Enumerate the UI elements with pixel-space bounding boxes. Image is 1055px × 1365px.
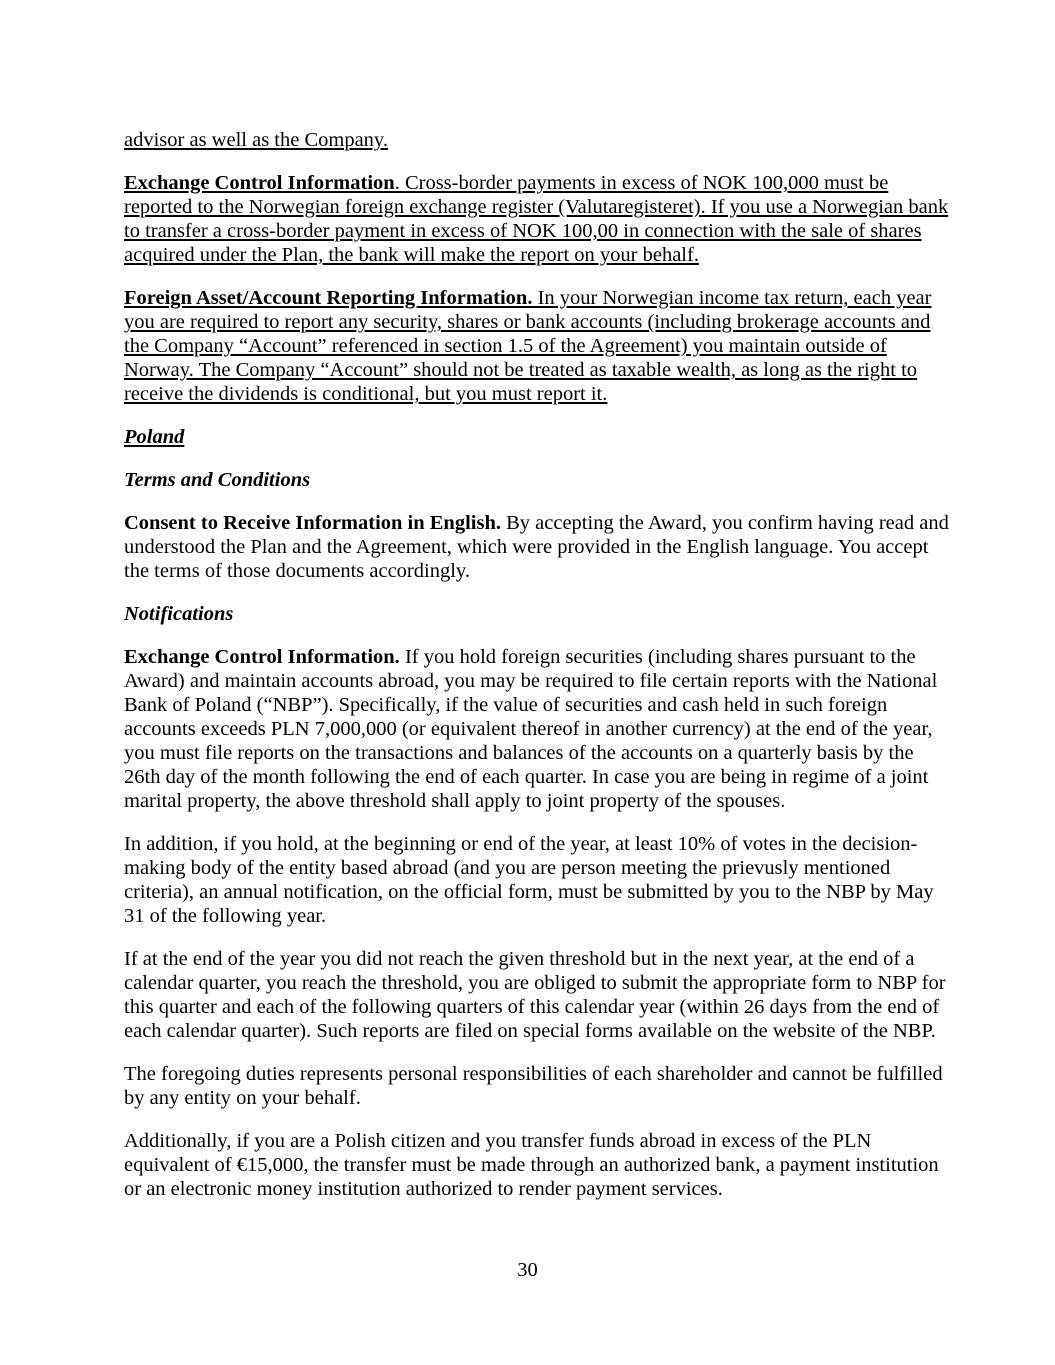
para-exchange-control-poland — [124, 645, 950, 813]
text-run: Terms and Conditions — [124, 469, 311, 491]
page-number: 30 — [517, 1259, 538, 1281]
text-run: Consent to Receive Information in English. — [124, 512, 501, 534]
heading-notifications — [124, 602, 950, 626]
text-run: Foreign Asset/Account Reporting Information. — [124, 287, 533, 309]
text-run: Exchange Control Information. — [124, 646, 400, 668]
text-run: In your Norwegian income tax return, each year you are required to report any security, shares or bank accounts (including brokerage accounts and the Company “Account” referenced in section 1.5 of the Agreement) you maintain outside of Norway. The Company “Account” should not be treated as taxable wealth, as long as the right to receive the dividends is conditional, but you must report it. — [124, 287, 932, 405]
para-quarterly-threshold — [124, 947, 950, 1043]
text-run: Poland — [124, 426, 185, 448]
heading-terms-and-conditions — [124, 468, 950, 492]
text-run: If at the end of the year you did not reach the given threshold but in the next year, at the end of a calendar quarter, you reach the threshold, you are obliged to submit the appropriate form to NBP for this quarter and each of the following quarters of this calendar year (within 26 days from the end of each calendar quarter). Such reports are filed on special forms available on the website of the NBP. — [124, 948, 946, 1042]
text-run: The foregoing duties represents personal responsibilities of each shareholder and cannot be fulfilled by any entity on your behalf. — [124, 1063, 943, 1109]
text-run: . Cross-border payments in excess of NOK 100,000 must be reported to the Norwegian foreign exchange register (Valutaregisteret). If you use a Norwegian bank to transfer a cross-border payment in excess of NOK 100,00 in connection with the sale of shares acquired under the Plan, the bank will make the report on your behalf. — [124, 172, 949, 266]
para-consent-english — [124, 511, 950, 583]
text-run: Notifications — [124, 603, 234, 625]
heading-poland — [124, 425, 950, 449]
para-exchange-control-norway — [124, 171, 950, 267]
text-run: By accepting the Award, you confirm having read and understood the Plan and the Agreement, which were provided in the English language. You accept the terms of those documents accordingly. — [124, 512, 949, 582]
para-advisor-continuation — [124, 128, 950, 152]
text-run: Additionally, if you are a Polish citizen and you transfer funds abroad in excess of the PLN equivalent of €15,000, the transfer must be made through an authorized bank, a payment institution or an electronic money institution authorized to render payment services. — [124, 1130, 939, 1200]
text-run: advisor as well as the Company. — [124, 129, 388, 151]
para-transfer-funds — [124, 1129, 950, 1201]
text-run: In addition, if you hold, at the beginning or end of the year, at least 10% of votes in the decision-making body of the entity based abroad (and you are person meeting the prievusly mentioned criteria), an annual notification, on the official form, must be submitted by you to the NBP by May 31 of the following year. — [124, 833, 934, 927]
para-foreign-asset-reporting — [124, 286, 950, 406]
para-foregoing-duties — [124, 1062, 950, 1110]
document-body — [124, 128, 950, 1220]
text-run: If you hold foreign securities (including shares pursuant to the Award) and maintain accounts abroad, you may be required to file certain reports with the National Bank of Poland (“NBP”). Specifically, if the value of securities and cash held in such foreign accounts exceeds PLN 7,000,000 (or equivalent thereof in another currency) at the end of the year, you must file reports on the transactions and balances of the accounts on a quarterly basis by the 26th day of the month following the end of each quarter. In case you are being in regime of a joint marital property, the above threshold shall apply to joint property of the spouses. — [124, 646, 938, 812]
para-votes-threshold — [124, 832, 950, 928]
text-run: Exchange Control Information — [124, 172, 395, 194]
